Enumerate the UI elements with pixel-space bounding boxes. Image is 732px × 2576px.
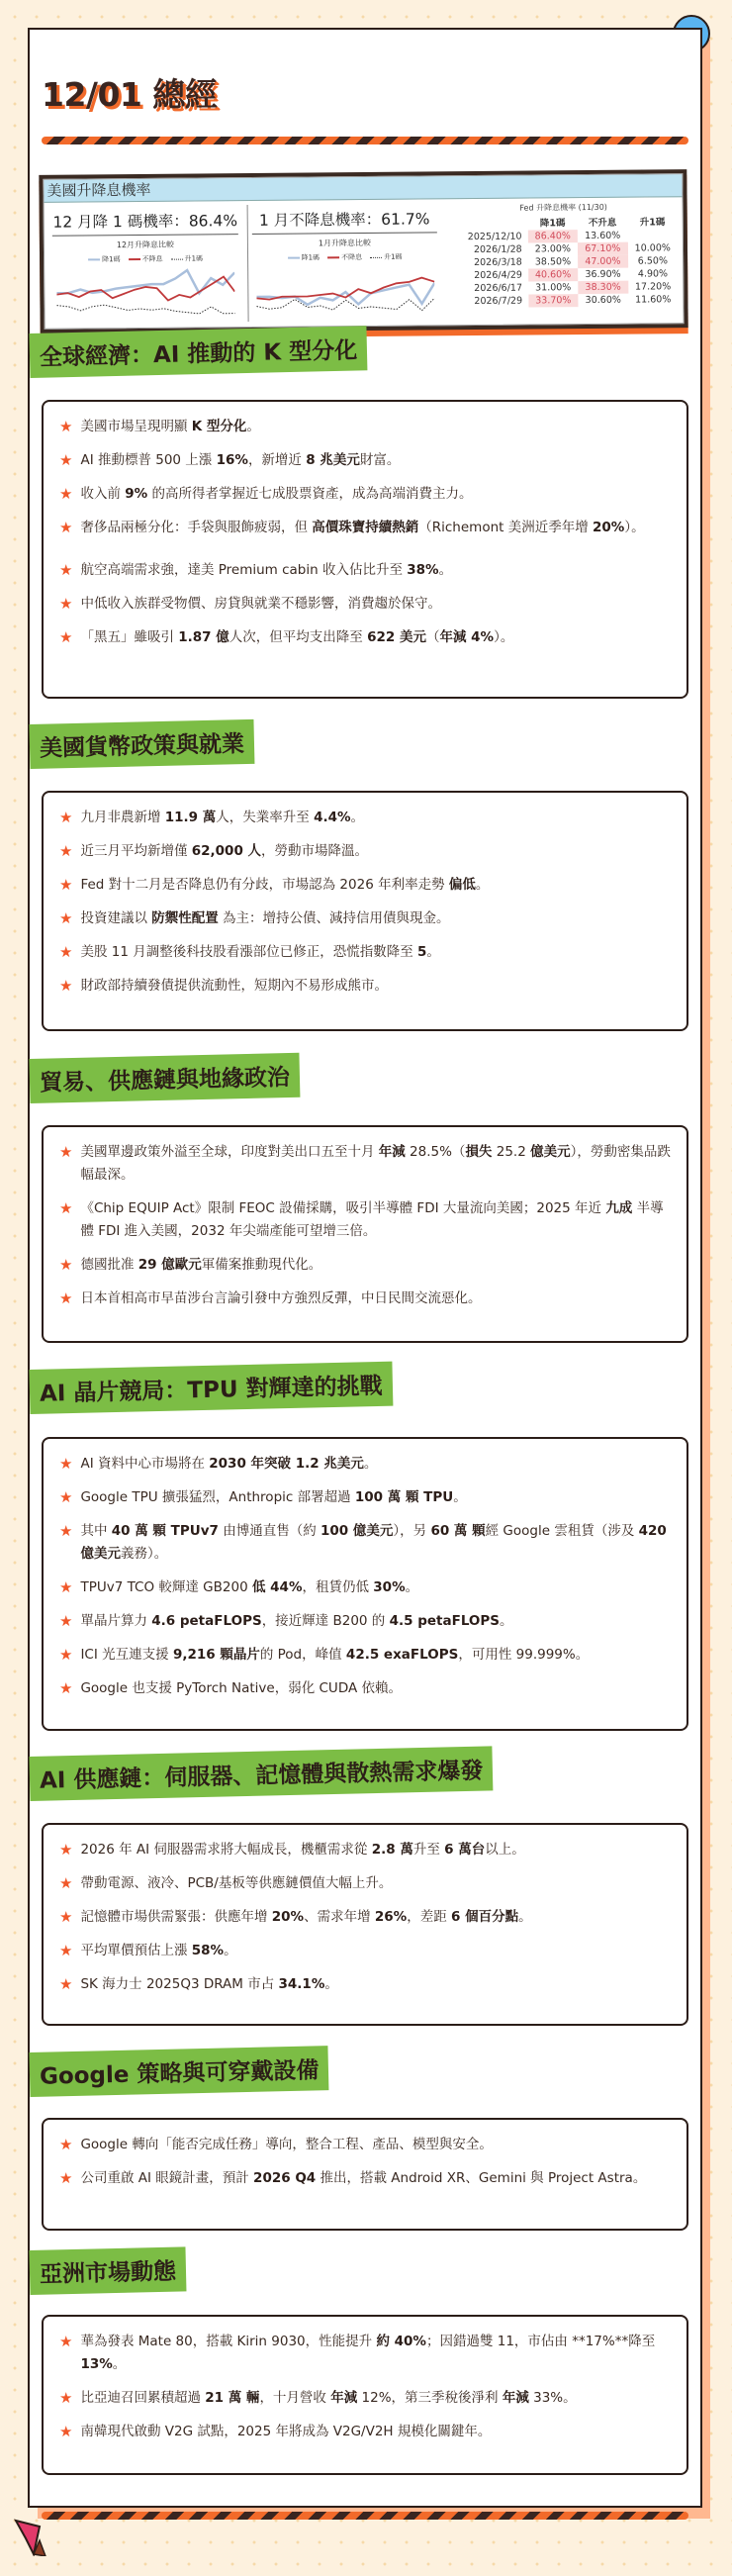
list-item-text: 美國市場呈現明顯 K 型分化。: [80, 419, 260, 434]
fed-table-cell: 31.00%: [535, 282, 572, 294]
star-bullet-icon: ★: [59, 909, 73, 927]
list-item: [59, 1973, 671, 1996]
jan-rate-box: [247, 203, 442, 322]
jan-chart-legend: 降1碼 不降息 升1碼: [248, 251, 441, 263]
series-line-2: [256, 298, 434, 312]
list-item: [59, 1288, 671, 1310]
fed-table-header: 不升息: [588, 217, 617, 230]
fed-table-cell: 23.00%: [534, 243, 572, 255]
list-item: [59, 483, 671, 506]
section-title: 貿易、供應鏈與地緣政治: [29, 1053, 300, 1103]
list-item: [59, 593, 671, 616]
list-item-text: SK 海力士 2025Q3 DRAM 市占 34.1%。: [80, 1976, 338, 1992]
section-box: [42, 2118, 688, 2231]
list-item-text: 九月非農新增 11.9 萬人，失業率升至 4.4%。: [80, 810, 365, 825]
star-bullet-icon: ★: [59, 1256, 73, 1274]
list-item-text: 航空高端需求強，達美 Premium cabin 收入佔比升至 38%。: [80, 562, 453, 578]
star-bullet-icon: ★: [59, 595, 73, 613]
list-item-text: 2026 年 AI 伺服器需求將大幅成長，機櫃需求從 2.8 萬升至 6 萬台以上。: [80, 1842, 525, 1858]
fed-table-cell: 2026/6/17: [474, 282, 523, 295]
section-title: 亞洲市場動態: [29, 2246, 186, 2295]
list-item-text: 日本首相高市早苗涉台言論引發中方強烈反彈，中日民間交流惡化。: [80, 1290, 482, 1306]
list-item-text: 《Chip EQUIP Act》限制 FEOC 設備採購，吸引半導體 FDI 大量流向美國；2025 年近 九成 半導體 FDI 進入美國，2032 年尖端產能可望增三倍。: [80, 1200, 664, 1239]
list-item-text: 單晶片算力 4.6 petaFLOPS，接近輝達 B200 的 4.5 petaFLOPS。: [80, 1613, 513, 1629]
star-bullet-icon: ★: [59, 1975, 73, 1993]
section-box: [42, 400, 688, 699]
list-item-text: 「黑五」雖吸引 1.87 億人次，但平均支出降至 622 美元（年減 4%）。: [80, 629, 514, 645]
list-item-text: 記憶體市場供需緊張：供應年增 20%、需求年增 26%，差距 6 個百分點。: [80, 1909, 532, 1925]
list-item: [59, 1940, 671, 1962]
fed-table-cell: 4.90%: [637, 268, 669, 280]
list-item-text: TPUv7 TCO 較輝達 GB200 低 44%，租賃仍低 30%。: [80, 1579, 419, 1595]
list-item: [59, 907, 671, 930]
list-item: [59, 1141, 671, 1187]
list-item-text: 平均單價預估上漲 58%。: [80, 1943, 237, 1958]
fed-table-cell: 38.50%: [534, 256, 572, 268]
fed-probability-table: [450, 201, 679, 308]
list-item-text: AI 資料中心市場將在 2030 年突破 1.2 兆美元。: [80, 1456, 378, 1472]
rate-probability-panel: [39, 169, 687, 334]
star-bullet-icon: ★: [59, 1289, 73, 1307]
fed-table-header: 升1碼: [639, 217, 666, 229]
star-bullet-icon: ★: [59, 2389, 73, 2407]
star-bullet-icon: ★: [59, 451, 73, 469]
fed-table-cell: 86.40%: [527, 230, 578, 242]
list-item: [59, 1520, 671, 1566]
list-item-text: 比亞迪召回累積超過 21 萬 輛，十月營收 年減 12%，第三季稅後淨利 年減 33%。: [80, 2390, 577, 2406]
list-item-text: Google TPU 擴張猛烈，Anthropic 部署超過 100 萬 顆 TPU。: [80, 1489, 467, 1505]
fed-table-cell: 47.00%: [578, 255, 628, 268]
star-bullet-icon: ★: [59, 943, 73, 961]
star-bullet-icon: ★: [59, 1908, 73, 1926]
main-card: [28, 28, 702, 2508]
star-bullet-icon: ★: [59, 485, 73, 503]
fed-table-cell: 36.90%: [585, 268, 621, 281]
list-item: [59, 1644, 671, 1667]
jan-line-chart: [256, 262, 434, 319]
star-bullet-icon: ★: [59, 1143, 73, 1161]
fed-table-cell: 2025/12/10: [467, 231, 522, 243]
list-item: [59, 874, 671, 897]
star-bullet-icon: ★: [59, 2169, 73, 2187]
fed-table-header: 降1碼: [539, 218, 566, 230]
fed-table-cell: 40.60%: [528, 268, 579, 281]
fed-table-header: [450, 215, 528, 232]
list-item: [59, 1677, 671, 1700]
section-box: [42, 791, 688, 1031]
list-item: [59, 840, 671, 863]
star-bullet-icon: ★: [59, 876, 73, 894]
fed-table-cell: 13.60%: [585, 230, 621, 242]
star-bullet-icon: ★: [59, 1874, 73, 1892]
list-item: [59, 2134, 671, 2156]
list-item: [59, 1486, 671, 1509]
star-bullet-icon: ★: [59, 809, 73, 826]
list-item: [59, 1576, 671, 1599]
list-item-text: 德國批准 29 億歐元軍備案推動現代化。: [80, 1257, 322, 1273]
fed-table-cell: 2026/1/28: [473, 243, 522, 256]
jan-headline: 1 月不降息機率：61.7%: [252, 203, 437, 235]
list-item-text: 中低收入族群受物價、房貸與就業不穩影響，消費趨於保守。: [80, 596, 441, 612]
list-item: [59, 1839, 671, 1861]
star-bullet-icon: ★: [59, 2136, 73, 2153]
fed-table-cell: 17.20%: [634, 281, 672, 293]
list-item-text: 華為發表 Mate 80，搭載 Kirin 9030，性能提升 約 40%；因錯過雙 11，市佔由 **17%**降至 13%。: [80, 2334, 656, 2372]
star-bullet-icon: ★: [59, 1522, 73, 1540]
star-decoration-icon: [14, 2517, 49, 2556]
section-title: AI 供應鏈：伺服器、記憶體與散熱需求爆發: [29, 1746, 493, 1801]
star-bullet-icon: ★: [59, 1679, 73, 1697]
star-bullet-icon: ★: [59, 418, 73, 435]
list-item-text: Fed 對十二月是否降息仍有分歧，市場認為 2026 年利率走勢 偏低。: [80, 877, 490, 893]
list-item-text: 南韓現代啟動 V2G 試點，2025 年將成為 V2G/V2H 規模化關鍵年。: [80, 2424, 492, 2439]
series-line-0: [56, 270, 234, 295]
list-item-text: Google 轉向「能否完成任務」導向，整合工程、產品、模型與安全。: [80, 2137, 493, 2152]
fed-table-cell: 2026/7/29: [474, 295, 523, 308]
fed-table-cell: 30.60%: [585, 294, 621, 307]
list-item: [59, 941, 671, 964]
fed-table-cell: 2026/4/29: [474, 269, 522, 282]
list-item: [59, 2387, 671, 2410]
star-bullet-icon: ★: [59, 628, 73, 646]
list-item-text: 收入前 9% 的高所得者掌握近七成股票資產，成為高端消費主力。: [80, 486, 473, 502]
section-title: AI 晶片競局：TPU 對輝達的挑戰: [29, 1362, 393, 1414]
series-line-2: [56, 304, 234, 315]
list-item: [59, 2331, 671, 2376]
dec-chart-legend: 降1碼 不降息 升1碼: [48, 253, 242, 265]
fed-table-cell: 11.60%: [635, 294, 672, 306]
section-title: Google 策略與可穿戴設備: [29, 2046, 328, 2097]
section-box: [42, 2315, 688, 2475]
fed-table-cell: [627, 229, 678, 241]
rate-panel-header: 美國升降息機率: [44, 174, 682, 203]
section-box: [42, 1437, 688, 1731]
list-item: [59, 1610, 671, 1633]
dec-headline: 12 月降 1 碼機率：86.4%: [52, 205, 238, 237]
list-item: [59, 559, 671, 582]
series-line-1: [256, 277, 434, 299]
list-item: [59, 807, 671, 829]
list-item: [59, 2421, 671, 2443]
list-item-text: 其中 40 萬 顆 TPUv7 由博通直售（約 100 億美元），另 60 萬 顆經 Google 雲租賃（涉及 420 億美元義務）。: [80, 1523, 667, 1562]
list-item-text: 奢侈品兩極分化：手袋與服飾疲弱，但 高價珠寶持續熱銷（Richemont 美洲近季年增 20%）。: [80, 520, 645, 535]
dec-chart-title: 12月升降息比較: [116, 239, 175, 250]
star-bullet-icon: ★: [59, 519, 73, 536]
list-item-text: 帶動電源、液冷、PCB/基板等供應鏈價值大幅上升。: [80, 1875, 393, 1891]
footer-divider-stripe: [42, 2512, 688, 2520]
fed-table-cell: 10.00%: [634, 242, 671, 254]
list-item: [59, 517, 671, 539]
star-bullet-icon: ★: [59, 1455, 73, 1473]
list-item: [59, 449, 671, 472]
list-item: [59, 1197, 671, 1243]
star-bullet-icon: ★: [59, 1578, 73, 1596]
star-bullet-icon: ★: [59, 561, 73, 579]
star-bullet-icon: ★: [59, 977, 73, 995]
fed-table-caption: Fed 升降息機率 (11/30): [519, 202, 607, 213]
list-item: [59, 2167, 671, 2190]
dec-rate-box: [48, 205, 243, 324]
fed-table-cell: 6.50%: [637, 255, 669, 267]
fed-table-cell: 33.70%: [528, 294, 579, 307]
list-item: [59, 1906, 671, 1929]
title-divider-stripe: [42, 137, 688, 144]
section-box: [42, 1125, 688, 1343]
star-bullet-icon: ★: [59, 2333, 73, 2350]
star-bullet-icon: ★: [59, 1942, 73, 1959]
dec-line-chart: [56, 264, 234, 321]
list-item: [59, 975, 671, 998]
section-box: [42, 1823, 688, 2026]
list-item-text: 公司重啟 AI 眼鏡計畫，預計 2026 Q4 推出，搭載 Android XR、Gemini 與 Project Astra。: [80, 2170, 647, 2186]
star-bullet-icon: ★: [59, 2423, 73, 2440]
list-item-text: 美國單邊政策外溢至全球，印度對美出口五至十月 年減 28.5%（損失 25.2 億美元），勞動密集品跌幅最深。: [80, 1144, 671, 1183]
star-bullet-icon: ★: [59, 1646, 73, 1664]
list-item-text: ICI 光互連支援 9,216 顆晶片的 Pod，峰值 42.5 exaFLOPS，可用性 99.999%。: [80, 1647, 590, 1663]
section-title: 全球經濟：AI 推動的 K 型分化: [29, 326, 367, 378]
star-bullet-icon: ★: [59, 1841, 73, 1859]
star-bullet-icon: ★: [59, 1612, 73, 1630]
list-item: [59, 1872, 671, 1895]
list-item-text: 近三月平均新增僅 62,000 人，勞動市場降溫。: [80, 843, 369, 859]
star-bullet-icon: ★: [59, 842, 73, 860]
list-item-text: 投資建議以 防禦性配置 為主：增持公債、減持信用債與現金。: [80, 910, 450, 926]
star-bullet-icon: ★: [59, 1488, 73, 1506]
jan-chart-title: 1月升降息比較: [318, 238, 372, 248]
list-item: [59, 626, 671, 649]
list-item-text: 財政部持續發債提供流動性，短期內不易形成熊市。: [80, 978, 388, 994]
list-item: [59, 1254, 671, 1277]
list-item: [59, 416, 671, 438]
fed-table-cell: 38.30%: [578, 281, 628, 294]
fed-table-cell: 67.10%: [578, 242, 628, 255]
list-item-text: Google 也支援 PyTorch Native，弱化 CUDA 依賴。: [80, 1680, 402, 1696]
list-item-text: AI 推動標普 500 上漲 16%，新增近 8 兆美元財富。: [80, 452, 401, 468]
fed-table-cell: 2026/3/18: [474, 256, 522, 269]
fed-table-row: [450, 293, 678, 308]
star-bullet-icon: ★: [59, 1199, 73, 1217]
list-item-text: 美股 11 月調整後科技股看漲部位已修正，恐慌指數降至 5。: [80, 944, 440, 960]
list-item: [59, 1453, 671, 1476]
series-line-0: [256, 283, 434, 305]
page-title: 12/01 總經: [42, 75, 218, 114]
section-title: 美國貨幣政策與就業: [29, 719, 254, 769]
